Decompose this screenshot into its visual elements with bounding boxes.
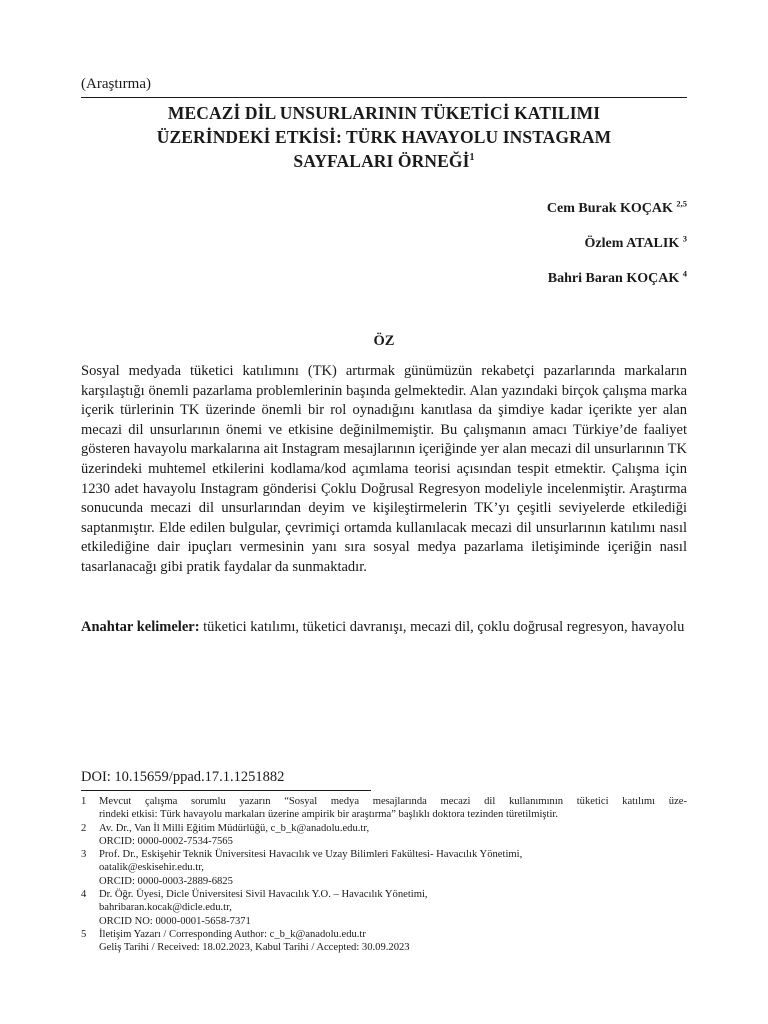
footnotes <box>81 795 687 955</box>
footnote-number: 4 <box>81 889 87 901</box>
footnote-divider <box>81 790 371 791</box>
author-affiliation-mark: 3 <box>682 233 687 244</box>
footnote-number: 1 <box>81 796 87 807</box>
paper-title <box>81 101 687 173</box>
footnote-line: bahribaran.kocak@dicle.edu.tr, <box>99 902 232 914</box>
abstract-heading: ÖZ <box>373 333 395 349</box>
footnote-line: İletişim Yazarı / Corresponding Author: c_b_k@anadolu.edu.tr <box>99 928 366 940</box>
title-line-2: ÜZERİNDEKİ ETKİSİ: TÜRK HAVAYOLU INSTAGRAM <box>156 127 612 147</box>
footnote-line: oatalik@eskisehir.edu.tr, <box>99 862 204 874</box>
footnote-line: rindeki etkisi: Türk havayolu markaları üzerine ampirik bir araştırma” başlıklı doktora tezinden türetilmiştir. <box>99 809 559 821</box>
author <box>547 235 687 270</box>
title-line-3: SAYFALARI ÖRNEĞİ <box>293 151 470 171</box>
author-affiliation-mark: 2,5 <box>676 198 687 209</box>
doi: DOI: 10.15659/ppad.17.1.1251882 <box>81 769 285 785</box>
paper-page <box>81 0 687 1024</box>
footnote <box>81 795 687 822</box>
footnote-line: ORCID: 0000-0003-2889-6825 <box>99 875 233 887</box>
footnote-line: Geliş Tarihi / Received: 18.02.2023, Kabul Tarihi / Accepted: 30.09.2023 <box>99 942 410 954</box>
footnote-line: ORCID: 0000-0002-7534-7565 <box>99 835 233 847</box>
footnote-line: Mevcut çalışma sorumlu yazarın “Sosyal medya mesajlarında mecazi dil kullanımının tüketici katılımı üze- <box>99 796 687 807</box>
article-type-label: (Araştırma) <box>81 76 151 92</box>
title-divider <box>81 97 687 98</box>
footnote <box>81 888 687 928</box>
footnote-line: Prof. Dr., Eskişehir Teknik Üniversitesi Havacılık ve Uzay Bilimleri Fakültesi- Havacılık Yönetimi, <box>99 849 523 861</box>
footnote <box>81 822 687 849</box>
author-list <box>547 200 687 305</box>
keywords <box>81 618 687 638</box>
author-name: Cem Burak KOÇAK <box>546 201 673 216</box>
keywords-text: tüketici katılımı, tüketici davranışı, mecazi dil, çoklu doğrusal regresyon, havayolu <box>203 619 685 635</box>
author <box>547 270 687 305</box>
author-name: Özlem ATALIK <box>584 236 680 251</box>
footnote-line: Av. Dr., Van İl Milli Eğitim Müdürlüğü, c_b_k@anadolu.edu.tr, <box>99 822 370 834</box>
keywords-label: Anahtar kelimeler: <box>81 619 200 635</box>
footnote-number: 5 <box>81 928 87 940</box>
title-footnote-mark: 1 <box>469 152 475 164</box>
footnote <box>81 848 687 888</box>
author-affiliation-mark: 4 <box>682 268 687 279</box>
footnote-number: 3 <box>81 849 87 861</box>
footnote <box>81 928 687 955</box>
footnote-line: ORCID NO: 0000-0001-5658-7371 <box>99 915 251 927</box>
author-name: Bahri Baran KOÇAK <box>547 271 680 286</box>
author <box>547 200 687 235</box>
footnote-number: 2 <box>81 822 87 834</box>
abstract-text: Sosyal medyada tüketici katılımını (TK) artırmak günümüzün rekabetçi pazarlarında markaların karşılaştığı önemli pazarlama problemlerinin başında gelmektedir. Alan yazındaki birçok çalışma marka içerik türlerinin TK üzerinde önemli bir rol oynadığını kanıtlasa da şimdiye kadar içerikte yer alan mecazi dil unsurlarının önemi ve etkisine değinilmemiştir. Bu çalışmanın amacı Türkiye’de faaliyet gösteren havayolu markalarına ait Instagram mesajlarının içeriğinde yer alan mecazi dil unsurlarının TK üzerindeki muhtemel etkilerini kodlama/kod açımlama teorisi açısından tespit etmektir. Çalışma için 1230 adet havayolu Instagram gönderisi Çoklu Doğrusal Regresyon modeliyle incelenmiştir. Araştırma sonucunda mecazi dil unsurlarından deyim ve kişileştirmelerin TK’yı çeşitli seviyelerde etkilediği saptanmıştır. Elde edilen bulgular, çevrimiçi ortamda kullanılacak mecazi dil unsurlarının katılımı nasıl etkilediğine dair ipuçları vermesinin yanı sıra sosyal medya pazarlama iletişiminde içeriğin nasıl tasarlanacağı gibi pratik faydalar da sunmaktadır. <box>81 363 687 575</box>
title-line-1: MECAZİ DİL UNSURLARININ TÜKETİCİ KATILIMI <box>167 103 601 123</box>
footnote-line: Dr. Öğr. Üyesi, Dicle Üniversitesi Sivil Havacılık Y.O. – Havacılık Yönetimi, <box>99 889 428 901</box>
